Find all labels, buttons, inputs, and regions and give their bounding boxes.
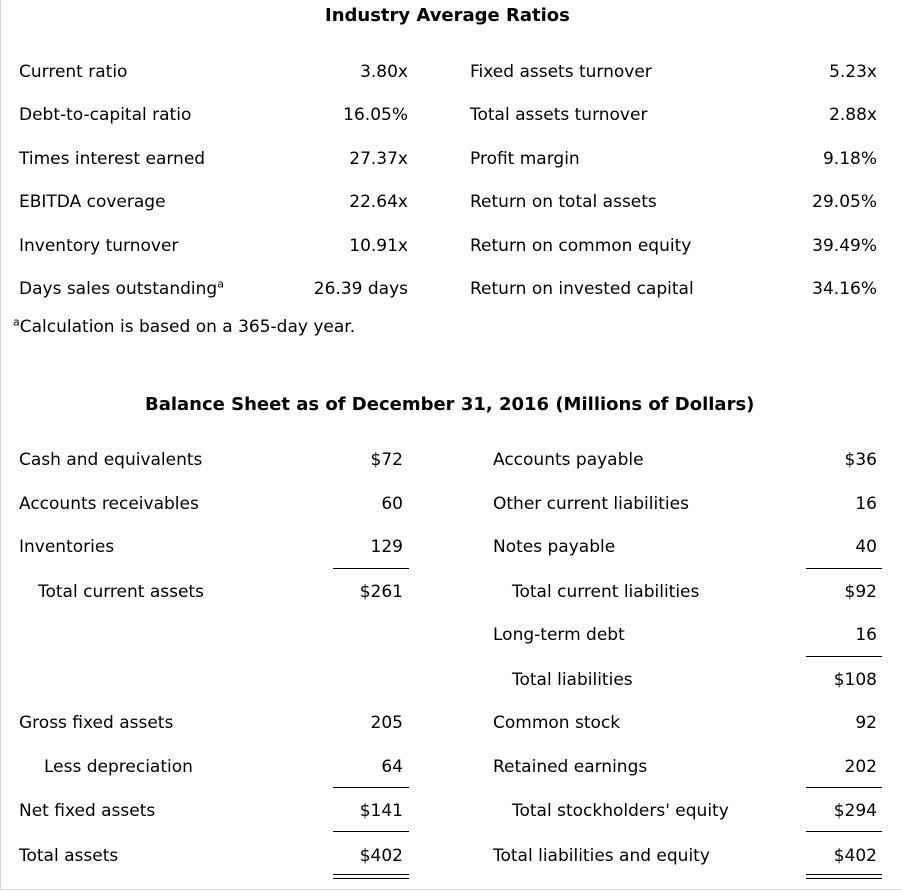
subtotal-rule: [806, 831, 882, 832]
footnote-marker: a: [217, 277, 224, 291]
liability-value: 16: [855, 494, 877, 514]
asset-label: Cash and equivalents: [19, 450, 203, 470]
asset-value: 60: [381, 494, 403, 514]
asset-label: Less depreciation: [44, 757, 193, 777]
asset-label: Gross fixed assets: [19, 713, 174, 733]
ratio-value: 16.05%: [343, 105, 408, 125]
ratio-value: 26.39 days: [313, 279, 408, 299]
liability-value: 16: [855, 625, 877, 645]
subtotal-rule: [333, 831, 409, 832]
ratio-label: Current ratio: [19, 62, 128, 82]
ratio-label: Inventory turnover: [19, 236, 179, 256]
ratio-value: 10.91x: [349, 236, 408, 256]
ratio-value: 9.18%: [822, 149, 877, 169]
asset-value: 129: [370, 537, 403, 557]
ratio-label-dso: [19, 279, 224, 299]
liability-value: 92: [855, 713, 877, 733]
liability-label: Notes payable: [493, 537, 616, 557]
liability-label: Retained earnings: [493, 757, 648, 777]
ratio-value: 29.05%: [812, 192, 877, 212]
subtotal-rule: [333, 787, 409, 788]
ratio-label: Return on common equity: [470, 236, 692, 256]
liability-value: 202: [844, 757, 877, 777]
asset-label: Accounts receivables: [19, 494, 199, 514]
ratio-label: Profit margin: [470, 149, 580, 169]
ratio-value: 3.80x: [360, 62, 408, 82]
total-double-rule: [806, 874, 882, 879]
footnote: [13, 317, 355, 337]
liability-value: $402: [833, 846, 877, 866]
ratio-label: Return on total assets: [470, 192, 657, 212]
liability-label: Total liabilities and equity: [493, 846, 710, 866]
ratio-label: Times interest earned: [19, 149, 206, 169]
balance-sheet-title: Balance Sheet as of December 31, 2016 (Millions of Dollars): [145, 394, 755, 415]
ratio-value: 39.49%: [812, 236, 877, 256]
subtotal-rule: [806, 656, 882, 657]
ratios-title: Industry Average Ratios: [325, 5, 570, 26]
subtotal-rule: [806, 568, 882, 569]
asset-value: 205: [370, 713, 403, 733]
ratio-label: Total assets turnover: [470, 105, 648, 125]
liability-value: 40: [855, 537, 877, 557]
liability-value: $36: [844, 450, 877, 470]
ratio-label: Days sales outstanding: [19, 279, 218, 299]
asset-label: Total current assets: [38, 582, 204, 602]
asset-label: Net fixed assets: [19, 801, 156, 821]
ratio-value: 2.88x: [829, 105, 877, 125]
asset-value: $72: [370, 450, 403, 470]
ratio-label: Debt-to-capital ratio: [19, 105, 192, 125]
ratio-value: 22.64x: [349, 192, 408, 212]
subtotal-rule: [806, 787, 882, 788]
footnote-marker: a: [13, 315, 20, 329]
asset-value: $261: [359, 582, 403, 602]
asset-value: 64: [381, 757, 403, 777]
liability-label: Common stock: [493, 713, 621, 733]
liability-value: $108: [833, 670, 877, 690]
asset-label: Total assets: [19, 846, 119, 866]
liability-value: $294: [833, 801, 877, 821]
liability-label: Other current liabilities: [493, 494, 689, 514]
liability-label: Total liabilities: [512, 670, 633, 690]
footnote-text: Calculation is based on a 365-day year.: [19, 317, 356, 337]
ratio-value: 34.16%: [812, 279, 877, 299]
total-double-rule: [333, 874, 409, 879]
liability-label: Total stockholders' equity: [512, 801, 729, 821]
liability-value: $92: [844, 582, 877, 602]
ratio-value: 27.37x: [349, 149, 408, 169]
ratio-value: 5.23x: [829, 62, 877, 82]
liability-label: Accounts payable: [493, 450, 644, 470]
asset-value: $402: [359, 846, 403, 866]
subtotal-rule: [333, 568, 409, 569]
liability-label: Long-term debt: [493, 625, 625, 645]
ratio-label: Fixed assets turnover: [470, 62, 652, 82]
asset-value: $141: [359, 801, 403, 821]
liability-label: Total current liabilities: [512, 582, 700, 602]
asset-label: Inventories: [19, 537, 115, 557]
ratio-label: EBITDA coverage: [19, 192, 166, 212]
ratio-label: Return on invested capital: [470, 279, 694, 299]
